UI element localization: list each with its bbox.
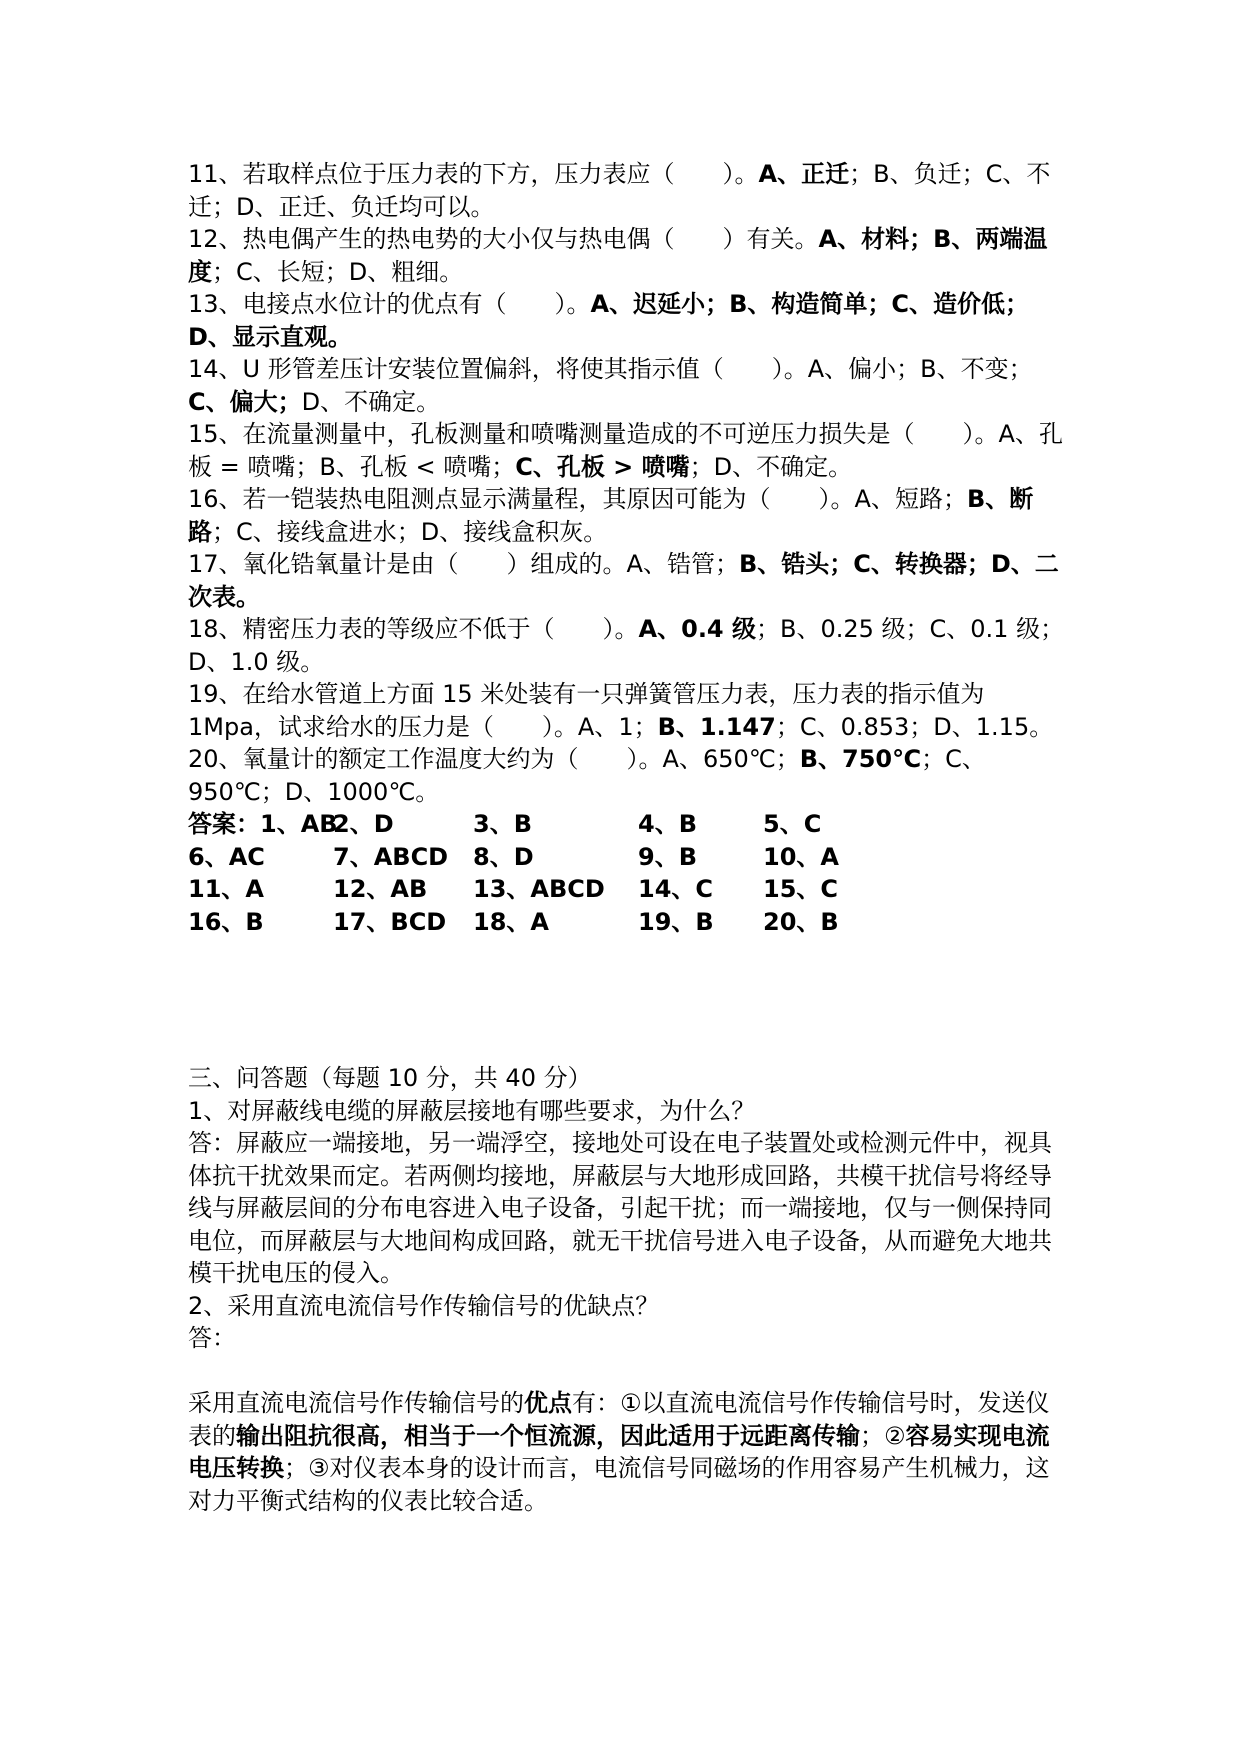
text-run: 有：①以直流电流信号作传输信号时，发送仪表的 <box>188 1389 1050 1450</box>
question-20-stem: 20、氧量计的额定工作温度大约为（ ）。A、650℃； <box>188 745 800 773</box>
question-16-options: ；C、接线盒进水；D、接线盒积灰。 <box>212 517 608 546</box>
answer-key-item: 19、B <box>638 907 714 936</box>
essay-question-1: 1、对屏蔽线电缆的屏蔽层接地有哪些要求，为什么？ <box>188 1096 756 1125</box>
question-18-options: ；B、0.25 级；C、0.1 级；D、1.0 级。 <box>188 615 1065 676</box>
question-14-answer: C、偏大； <box>188 387 302 416</box>
question-19-answer: B、1.147 <box>657 712 776 741</box>
question-14-stem: 14、U 形管差压计安装位置偏斜，将使其指示值（ ）。A、偏小；B、不变； <box>188 355 1033 383</box>
answer-key-row <box>188 873 1068 906</box>
answer-key-item: 11、A <box>188 875 264 903</box>
question-11-options: ；B、负迁；C、不迁；D、正迁、负迁均可以。 <box>188 160 1051 221</box>
answer-key-item: 10、A <box>763 842 839 871</box>
answer-key-item: 5、C <box>763 810 822 838</box>
blank-space <box>188 938 1068 1062</box>
text-run: 采用直流电流信号作传输信号的 <box>188 1389 524 1417</box>
question-12-stem: 12、热电偶产生的热电势的大小仅与热电偶（ ）有关。 <box>188 225 819 253</box>
bold-run: 优点 <box>524 1389 572 1417</box>
bold-run: 容易实现电流电压转换 <box>188 1421 1050 1482</box>
question-13-answer: A、迟延小；B、构造简单；C、造价低； D、显示直观。 <box>188 290 1042 351</box>
question-20-options: ；C、950℃；D、1000℃。 <box>188 745 986 806</box>
question-18-answer: A、0.4 级 <box>638 615 756 643</box>
answer-key-item: 8、D <box>473 842 534 871</box>
answer-key-item: 17、BCD <box>333 907 447 936</box>
answer-key-item: 4、B <box>638 810 697 838</box>
answer-key-item: 答案：1、AB <box>188 810 338 838</box>
answer-key-item: 3、B <box>473 810 532 838</box>
answer-key <box>188 808 1068 938</box>
question-15-options: ；D、不确定。 <box>689 452 853 481</box>
answer-key-item: 9、B <box>638 842 697 871</box>
question-15-answer: C、孔板 > 喷嘴 <box>515 452 690 481</box>
question-16-stem: 16、若一铠装热电阻测点显示满量程，其原因可能为（ ）。A、短路； <box>188 485 967 513</box>
question-15-stem: 15、在流量测量中，孔板测量和喷嘴测量造成的不可逆压力损失是（ ）。A、孔板 = 喷嘴；B、孔板 < 喷嘴； <box>188 420 1063 481</box>
answer-key-item: 12、AB <box>333 875 428 903</box>
question-16 <box>188 483 1068 548</box>
question-19-options: ；C、0.853；D、1.15。 <box>775 712 1054 741</box>
question-12-options: ；C、长短；D、粗细。 <box>212 257 464 286</box>
answer-key-item: 20、B <box>763 907 839 936</box>
question-14-options: D、不确定。 <box>301 387 441 416</box>
question-19-stem: 19、在给水管道上方面 15 米处装有一只弹簧管压力表，压力表的指示值为 1Mpa，试求给水的压力是（ ）。A、1； <box>188 680 985 741</box>
question-14 <box>188 353 1068 418</box>
answer-key-row <box>188 906 1068 939</box>
answer-key-item: 14、C <box>638 875 714 903</box>
answer-key-item: 7、ABCD <box>333 842 449 871</box>
question-17-answer: B、锆头；C、转换器；D、二次表。 <box>188 550 1059 611</box>
answer-key-item: 6、AC <box>188 842 265 871</box>
question-11-answer: A、正迁 <box>758 160 850 188</box>
answer-key-row <box>188 808 1068 841</box>
answer-key-item: 2、D <box>333 810 394 838</box>
question-15 <box>188 418 1068 483</box>
essay-answer-1: 答：屏蔽应一端接地，另一端浮空，接地处可设在电子装置处或检测元件中，视具体抗干扰效果而定。若两侧均接地，屏蔽层与大地形成回路，共模干扰信号将经导线与屏蔽层间的分布电容进入电子设备，引起干扰；而一端接地，仅与一侧保持同电位，而屏蔽层与大地间构成回路，就无干扰信号进入电子设备，从而避免大地共模干扰电压的侵入。 <box>188 1129 1052 1287</box>
question-17 <box>188 548 1068 613</box>
answer-key-item: 18、A <box>473 907 549 936</box>
answer-key-item: 16、B <box>188 907 264 936</box>
question-13 <box>188 288 1068 353</box>
text-run: ；③对仪表本身的设计而言，电流信号同磁场的作用容易产生机械力，这对力平衡式结构的仪表比较合适。 <box>188 1454 1050 1515</box>
section-title: 三、问答题（每题 10 分，共 40 分） <box>188 1064 592 1092</box>
question-11-stem: 11、若取样点位于压力表的下方，压力表应（ ）。 <box>188 160 759 188</box>
essay-answer-2-label: 答： <box>188 1324 236 1352</box>
bold-run: 输出阻抗很高，相当于一个恒流源，因此适用于远距离传输 <box>236 1421 860 1450</box>
question-12-answer: A、材料；B、两端温度 <box>188 225 1048 286</box>
essay-question-2: 2、采用直流电流信号作传输信号的优缺点？ <box>188 1291 660 1320</box>
question-18 <box>188 613 1068 678</box>
question-18-stem: 18、精密压力表的等级应不低于（ ）。 <box>188 615 639 643</box>
answer-key-row <box>188 841 1068 874</box>
question-13-stem: 13、电接点水位计的优点有（ ）。 <box>188 290 591 318</box>
question-19 <box>188 678 1068 743</box>
question-12 <box>188 223 1068 288</box>
question-17-stem: 17、氧化锆氧量计是由（ ）组成的。A、锆管； <box>188 550 739 578</box>
essay-answer-2-body <box>188 1387 1068 1517</box>
question-20 <box>188 743 1068 808</box>
question-16-answer: B、断路 <box>188 485 1034 546</box>
text-run: ；② <box>860 1421 906 1450</box>
question-11 <box>188 158 1068 223</box>
question-20-answer: B、750℃ <box>799 745 922 773</box>
document-page <box>188 158 1068 1517</box>
answer-key-item: 15、C <box>763 875 839 903</box>
answer-key-item: 13、ABCD <box>473 875 605 903</box>
blank-line <box>188 1355 1068 1388</box>
